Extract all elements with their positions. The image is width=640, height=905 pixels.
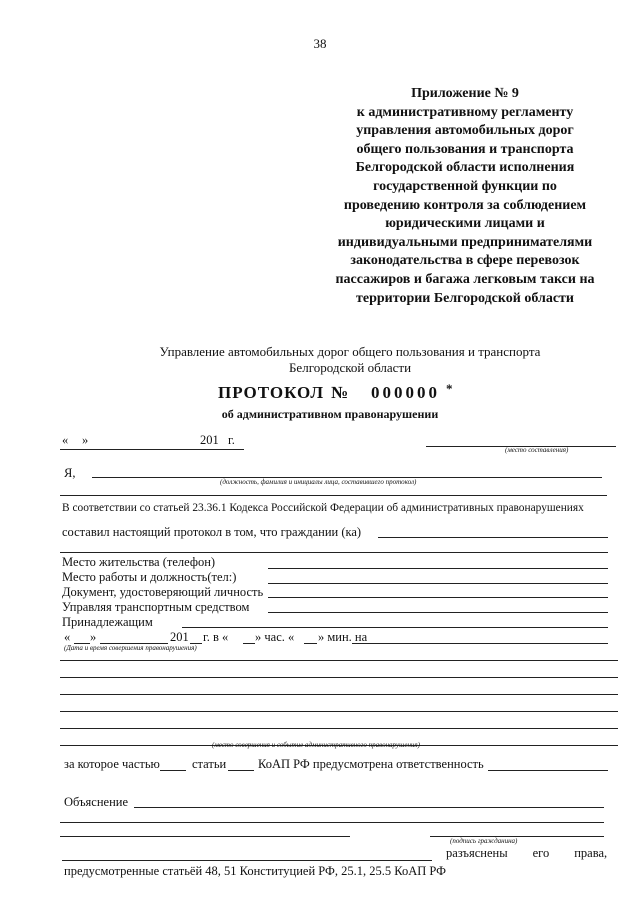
date-year-suffix: г.	[228, 433, 235, 447]
protocol-title: ПРОТОКОЛ	[218, 383, 325, 402]
appendix-line: к административному регламенту	[356, 104, 574, 120]
offense-line[interactable]	[60, 677, 618, 678]
part-label: за которое частью	[64, 757, 160, 771]
separator-line	[60, 495, 607, 496]
appendix-block	[318, 85, 612, 308]
datetime-open-quote: «	[64, 630, 71, 644]
page-number: 38	[313, 36, 327, 51]
workplace-label: Место работы и должность(тел:)	[62, 570, 237, 584]
appendix-line: законодательства в сфере перевозок	[350, 253, 580, 269]
agency-line: Белгородской области	[288, 360, 412, 375]
protocol-number-sign: №	[331, 383, 350, 402]
rights-line1: разъяснены его права,	[446, 846, 608, 860]
date-underline[interactable]	[60, 449, 244, 450]
explanation-line-short[interactable]	[60, 836, 350, 837]
appendix-line: территории Белгородской области	[356, 290, 574, 306]
agency-line: Управление автомобильных дорог общего пользования и транспорта	[159, 344, 541, 359]
location-field[interactable]	[352, 643, 608, 644]
offense-line[interactable]	[60, 728, 618, 729]
datetime-close-quote: »	[90, 630, 97, 644]
date-open-quote: «	[62, 433, 69, 447]
date-year: 201	[200, 433, 219, 447]
appendix-line: индивидуальными предпринимателями	[337, 234, 593, 250]
appendix-line: Приложение № 9	[411, 86, 519, 101]
agency-header	[0, 344, 640, 376]
appendix-line: проведению контроля за соблюдением	[343, 197, 587, 213]
document-label: Документ, удостоверяющий личность	[62, 585, 264, 599]
appendix-line: управления автомобильных дорог	[356, 123, 574, 139]
protocol-asterisk: *	[446, 381, 453, 396]
minutes-field[interactable]	[304, 643, 317, 644]
offense-line[interactable]	[60, 694, 618, 695]
part-field[interactable]	[160, 770, 186, 771]
document-field[interactable]	[268, 597, 608, 598]
liability-field[interactable]	[488, 770, 608, 771]
vehicle-label: Управляя транспортным средством	[62, 600, 250, 614]
offense-caption: (место совершения и событие административного правонарушения)	[212, 741, 421, 749]
date-close-quote: »	[82, 433, 89, 447]
author-caption: (должность, фамилия и инициалы лица, составившего протокол)	[220, 478, 417, 486]
article-field[interactable]	[228, 770, 254, 771]
explanation-line[interactable]	[60, 822, 604, 823]
appendix-line: юридическими лицами и	[385, 216, 545, 232]
offense-line[interactable]	[60, 711, 618, 712]
hours-field[interactable]	[243, 643, 255, 644]
datetime-minutes-label: » мин. на	[318, 630, 368, 644]
rights-name-field[interactable]	[62, 860, 432, 861]
protocol-number: 000000	[371, 383, 440, 402]
owner-field[interactable]	[182, 627, 608, 628]
residence-label: Место жительства (телефон)	[62, 555, 216, 569]
vehicle-field[interactable]	[268, 612, 608, 613]
code-label: КоАП РФ предусмотрена ответственность	[258, 757, 484, 771]
appendix-line: Белгородской области исполнения	[355, 160, 575, 176]
rights-line2: предусмотренные статьёй 48, 51 Конституцией РФ, 25.1, 25.5 КоАП РФ	[64, 864, 447, 878]
article-label: статьи	[192, 757, 227, 771]
place-caption: (место составления)	[505, 446, 569, 454]
statement-line1: В соответствии со статьей 23.36.1 Кодекса Российской Федерации об административных правонарушениях	[62, 502, 584, 514]
appendix-line: пассажиров и багажа легковым такси на	[335, 271, 595, 287]
author-label: Я,	[64, 466, 76, 480]
datetime-year: 201	[170, 630, 189, 644]
explanation-label: Объяснение	[64, 795, 129, 809]
protocol-subtitle: об административном правонарушении	[221, 407, 439, 421]
datetime-caption: (Дата и время совершения правонарушения)	[64, 644, 197, 652]
owner-label: Принадлежащим	[62, 615, 153, 629]
workplace-field[interactable]	[268, 583, 608, 584]
citizen-field[interactable]	[378, 537, 608, 538]
statement-line2: составил настоящий протокол в том, что граждании (ка)	[62, 525, 362, 539]
offense-line[interactable]	[60, 660, 618, 661]
datetime-year-suffix: г. в «	[203, 630, 229, 644]
appendix-line: общего пользования и транспорта	[356, 141, 574, 157]
residence-field[interactable]	[268, 568, 608, 569]
datetime-hours-label: » час. «	[255, 630, 295, 644]
explanation-field[interactable]	[134, 807, 604, 808]
signature-caption: (подпись гражданина)	[450, 837, 518, 845]
appendix-line: государственной функции по	[373, 178, 557, 194]
citizen-field-cont[interactable]	[60, 552, 608, 553]
